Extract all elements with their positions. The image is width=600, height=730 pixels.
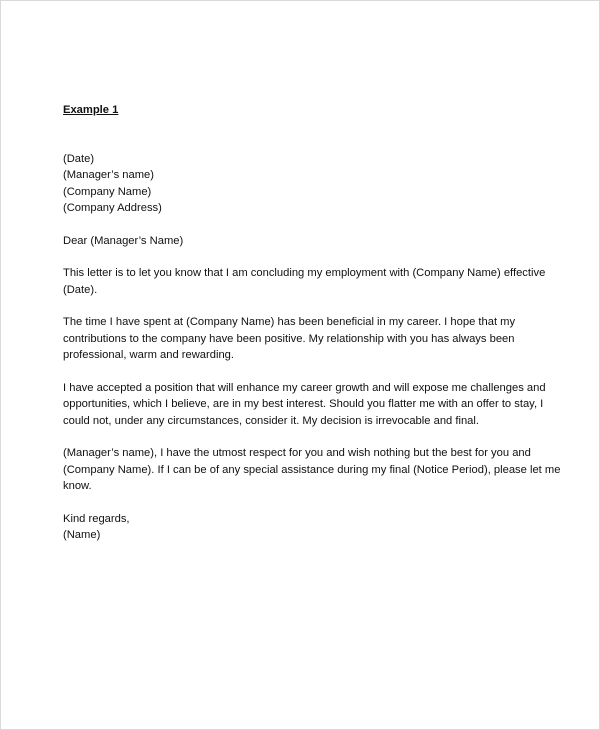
paragraph-line: know. [63, 480, 92, 492]
paragraph-3 [63, 380, 553, 430]
company-address-line: (Company Address) [63, 202, 162, 214]
paragraph-line: This letter is to let you know that I am concluding my employment with (Company Name) effective [63, 267, 546, 279]
closing-block [63, 511, 553, 544]
paragraph-line: opportunities, which I believe, are in my best interest. Should you flatter me with an offer to stay, I [63, 398, 544, 410]
letter-body [63, 102, 561, 560]
address-block [63, 151, 553, 217]
paragraph-line: could not, under any circumstances, consider it. My decision is irrevocable and final. [63, 414, 480, 427]
paragraph-line: professional, warm and rewarding. [63, 349, 235, 361]
paragraph-line: (Company Name). If I can be of any special assistance during my final (Notice Period), please let me [63, 463, 561, 476]
paragraph-line: contributions to the company have been positive. My relationship with you has always been [63, 332, 515, 345]
manager-name-line: (Manager’s name) [63, 169, 154, 181]
paragraph-4 [63, 445, 561, 495]
paragraph-2 [63, 314, 553, 364]
date-line: (Date) [63, 152, 95, 165]
salutation: Dear (Manager’s Name) [63, 234, 184, 247]
example-heading: Example 1 [63, 104, 119, 116]
paragraph-line: The time I have spent at (Company Name) has been beneficial in my career. I hope that my [63, 316, 516, 328]
closing-regards: Kind regards, [63, 512, 130, 525]
paragraph-1 [63, 265, 553, 298]
paragraph-line: (Manager’s name), I have the utmost respect for you and wish nothing but the best for you and [63, 447, 531, 459]
paragraph-line: I have accepted a position that will enhance my career growth and will expose me challenges and [63, 381, 546, 394]
signature-name: (Name) [63, 529, 101, 541]
company-name-line: (Company Name) [63, 185, 152, 198]
paragraph-line: (Date). [63, 283, 98, 296]
